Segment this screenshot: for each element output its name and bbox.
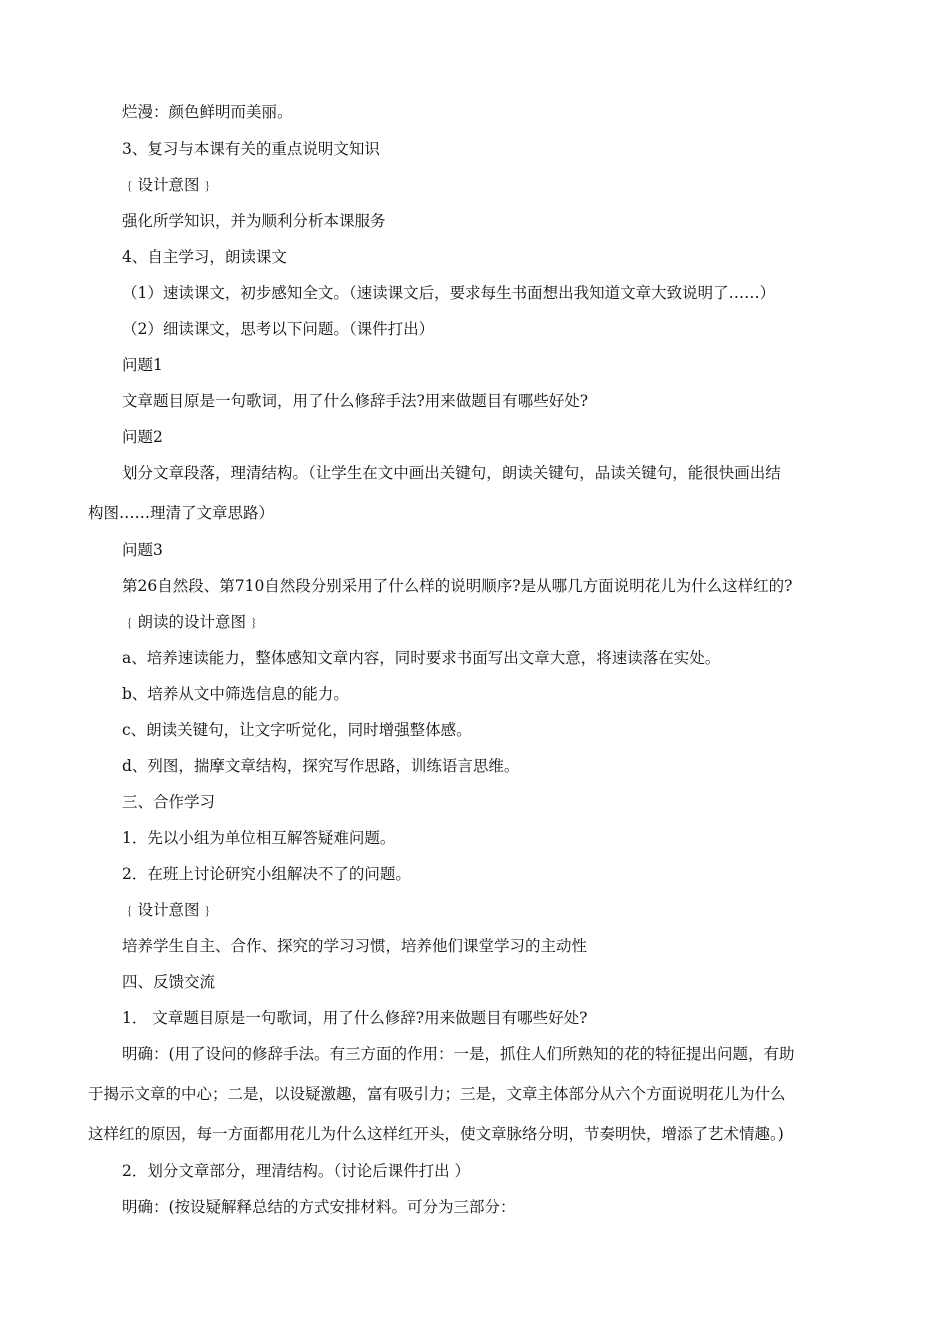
text-line: 强化所学知识，并为顺利分析本课服务 [122, 212, 386, 230]
text-line: b、培养从文中筛选信息的能力。 [122, 685, 349, 703]
text-line: 明确：(用了设问的修辞手法。有三方面的作用：一是，抓住人们所熟知的花的特征提出问题，有助 [122, 1045, 795, 1063]
text-line: ﹛设计意图﹜ [122, 176, 216, 194]
text-line: 明确：(按设疑解释总结的方式安排材料。可分为三部分： [122, 1198, 516, 1216]
text-line: 2．在班上讨论研究小组解决不了的问题。 [122, 865, 411, 883]
text-line: 3、复习与本课有关的重点说明文知识 [122, 140, 380, 158]
text-line: 这样红的原因，每一方面都用花儿为什么这样红开头，使文章脉络分明，节奏明快，增添了艺术情趣。) [88, 1125, 784, 1143]
text-line: 问题2 [122, 428, 163, 446]
text-line: 于揭示文章的中心；二是，以设疑激趣，富有吸引力；三是，文章主体部分从六个方面说明花儿为什么 [88, 1085, 786, 1103]
section-heading: 四、反馈交流 [122, 973, 216, 991]
text-line: （2）细读课文，思考以下问题。（课件打出） [122, 320, 435, 338]
text-line: 烂漫：颜色鲜明而美丽。 [122, 103, 293, 121]
text-line: 培养学生自主、合作、探究的学习习惯，培养他们课堂学习的主动性 [122, 937, 588, 955]
text-line: 1．先以小组为单位相互解答疑难问题。 [122, 829, 396, 847]
text-line: d、列图，揣摩文章结构，探究写作思路，训练语言思维。 [122, 757, 520, 775]
text-line: ﹛朗读的设计意图﹜ [122, 613, 262, 631]
text-line: 2．划分文章部分，理清结构。（讨论后课件打出 ） [122, 1162, 471, 1180]
text-line: a、培养速读能力，整体感知文章内容，同时要求书面写出文章大意，将速读落在实处。 [122, 649, 721, 667]
text-line: 1． 文章题目原是一句歌词，用了什么修辞?用来做题目有哪些好处? [122, 1009, 588, 1027]
text-line: 构图……理清了文章思路） [88, 504, 275, 522]
text-line: 划分文章段落，理清结构。（让学生在文中画出关键句，朗读关键句，品读关键句，能很快画出结 [122, 464, 781, 482]
text-line: 第26自然段、第710自然段分别采用了什么样的说明顺序?是从哪几方面说明花儿为什么这样红的? [122, 577, 793, 595]
text-line: 问题3 [122, 541, 163, 559]
text-line: 问题1 [122, 356, 163, 374]
text-line: （1）速读课文，初步感知全文。（速读课文后，要求每生书面想出我知道文章大致说明了……） [122, 284, 776, 302]
section-heading: 三、合作学习 [122, 793, 216, 811]
text-line: 4、自主学习，朗读课文 [122, 248, 287, 266]
text-line: 文章题目原是一句歌词，用了什么修辞手法?用来做题目有哪些好处? [122, 392, 589, 410]
text-line: c、朗读关键句，让文字听觉化，同时增强整体感。 [122, 721, 472, 739]
text-line: ﹛设计意图﹜ [122, 901, 216, 919]
